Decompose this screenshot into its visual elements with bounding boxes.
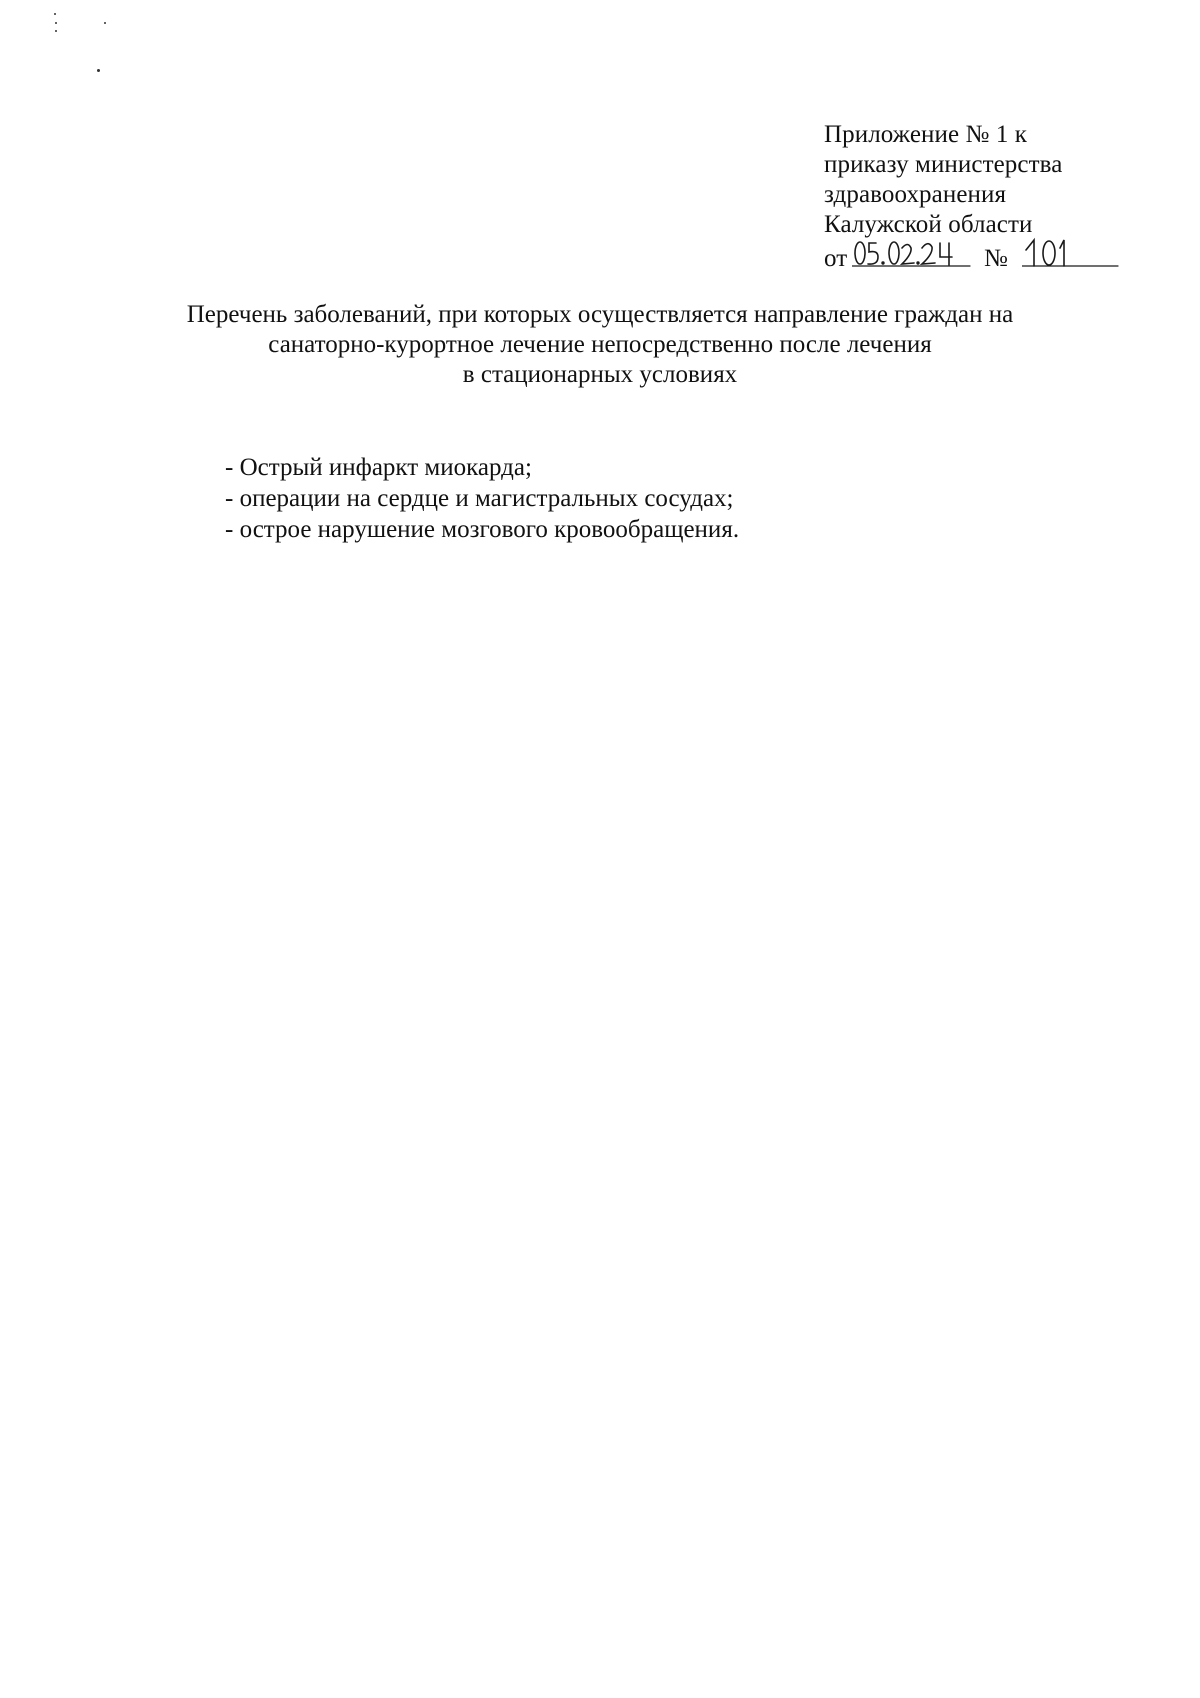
- order-date-number-line: [824, 240, 1124, 274]
- list-item: - операции на сердце и магистральных сосудах;: [225, 485, 734, 512]
- number-label: №: [984, 245, 1008, 272]
- scan-speck: [97, 69, 100, 72]
- document-title: [150, 300, 1050, 390]
- appendix-header: [824, 120, 1124, 274]
- list-item: - острое нарушение мозгового кровообращения.: [225, 516, 740, 543]
- scan-speck: [54, 13, 56, 15]
- handwritten-number: [1022, 236, 1102, 278]
- scan-speck: [55, 30, 57, 32]
- title-line-2: санаторно-курортное лечение непосредственно после лечения: [268, 331, 932, 358]
- scan-speck: [104, 22, 106, 24]
- appendix-line-1: Приложение № 1 к: [824, 121, 1028, 148]
- title-line-3: в стационарных условиях: [462, 361, 738, 388]
- list-item: - Острый инфаркт миокарда;: [225, 454, 532, 481]
- title-line-1: Перечень заболеваний, при которых осуществляется направление граждан на: [186, 301, 1014, 328]
- appendix-line-3: здравоохранения: [824, 181, 1007, 208]
- date-label: от: [824, 245, 848, 272]
- scan-speck: [55, 22, 57, 24]
- appendix-line-4: Калужской области: [824, 211, 1033, 238]
- handwritten-date-glyphs: [852, 236, 972, 272]
- appendix-line-2: приказу министерства: [824, 151, 1063, 178]
- disease-list: [225, 452, 739, 545]
- handwritten-number-glyphs: [1022, 236, 1122, 272]
- handwritten-date: [852, 236, 972, 278]
